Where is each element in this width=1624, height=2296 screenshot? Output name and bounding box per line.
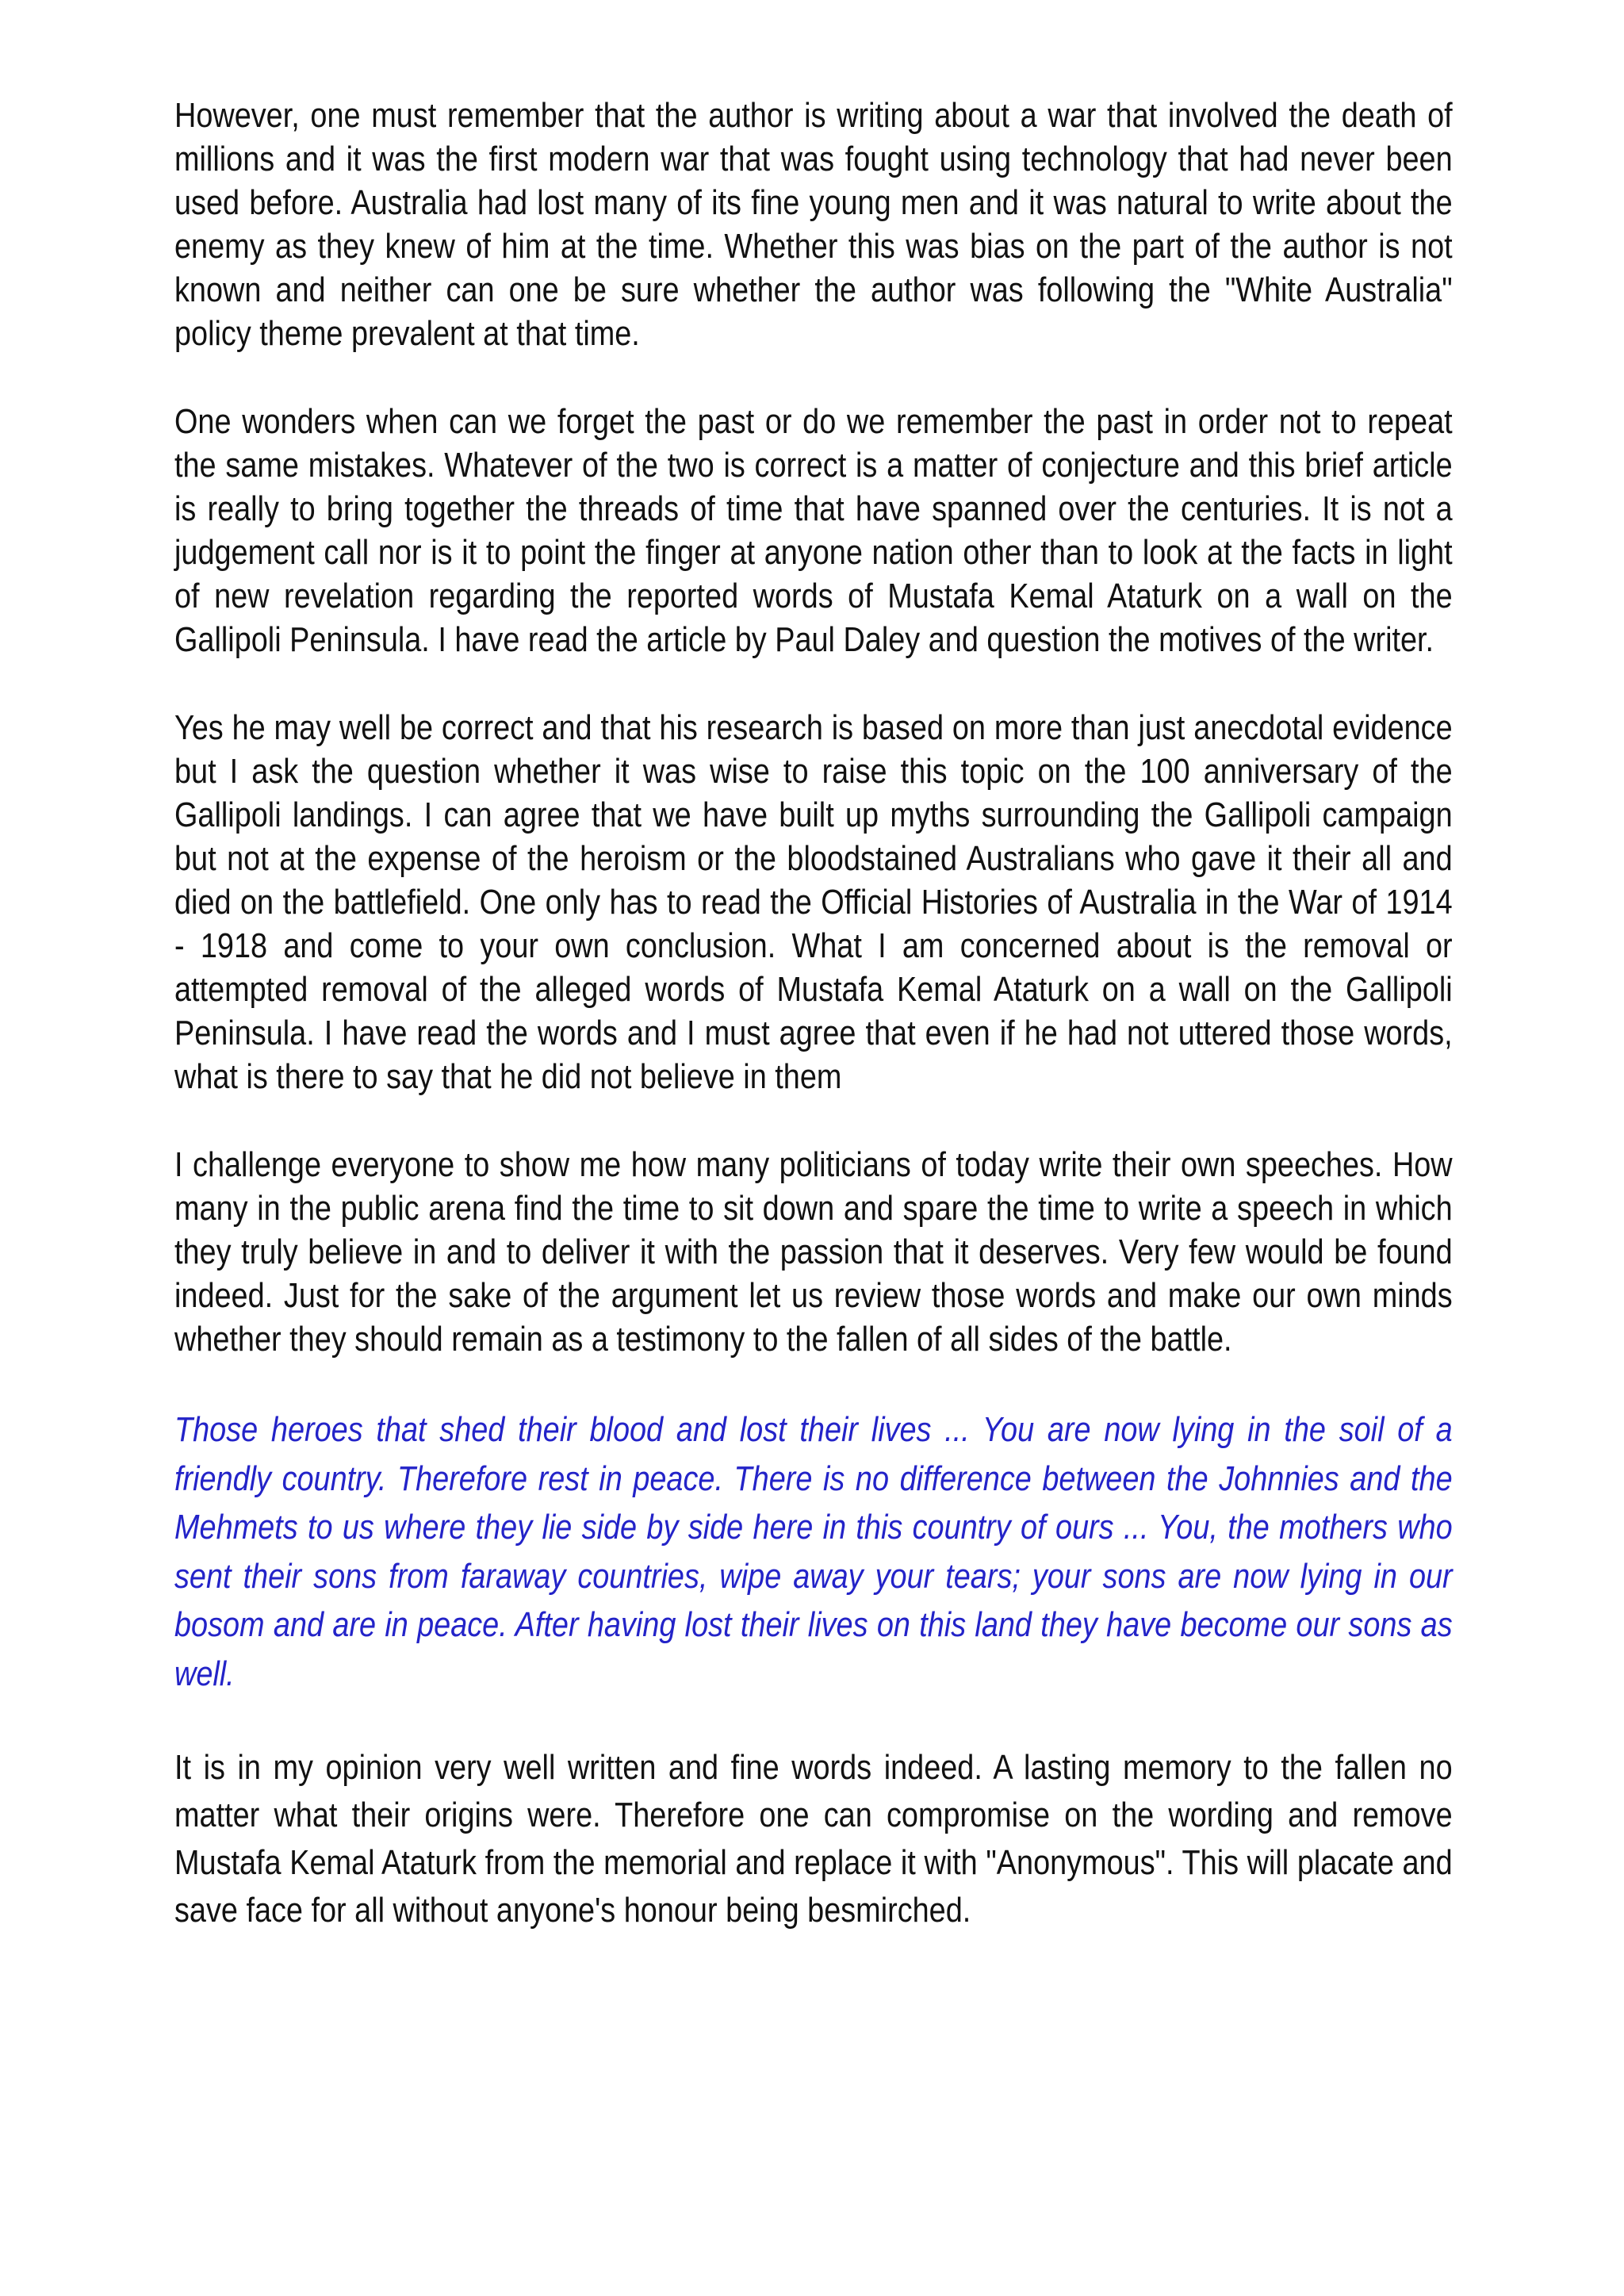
paragraph-war-context: However, one must remember that the author is writing about a war that involved the death of millions and it was the first modern war that was fought using technology that had never been used before. Australia had lost many of its fine young men and it was natural to write about the enemy as they knew of him at the time. Whether this was bias on the part of the author is not known and neither can one be sure whether the author was following the "White Australia" policy theme prevalent at that time.	[174, 96, 1453, 353]
paragraph-forget-the-past: One wonders when can we forget the past or do we remember the past in order not to repeat the same mistakes. Whatever of the two is correct is a matter of conjecture and this brief article is really to bring together the threads of time that have spanned over the centuries. It is not a judgement call nor is it to point the finger at anyone nation other than to look at the facts in light of new revelation regarding the reported words of Mustafa Kemal Ataturk on a wall on the Gallipoli Peninsula. I have read the article by Paul Daley and question the motives of the writer.	[174, 402, 1453, 659]
ataturk-quote: Those heroes that shed their blood and lost their lives ... You are now lying in the soil of a friendly country. Therefore rest in peace. There is no difference between the Johnnies and the Mehmets to us where they lie side by side here in this country of ours ... You, the mothers who sent their sons from faraway countries, wipe away your tears; your sons are now lying in our bosom and are in peace. After having lost their lives on this land they have become our sons as well.	[174, 1410, 1453, 1693]
paragraph-research-question: Yes he may well be correct and that his research is based on more than just anecdotal evidence but I ask the question whether it was wise to raise this topic on the 100 anniversary of the Gallipoli landings. I can agree that we have built up myths surrounding the Gallipoli campaign but not at the expense of the heroism or the bloodstained Australians who gave it their all and died on the battlefield. One only has to read the Official Histories of Australia in the War of 1914 - 1918 and come to your own conclusion. What I am concerned about is the removal or attempted removal of the alleged words of Mustafa Kemal Ataturk on a wall on the Gallipoli Peninsula. I have read the words and I must agree that even if he had not uttered those words, what is there to say that he did not believe in them	[174, 708, 1453, 1096]
paragraph-closing-opinion: It is in my opinion very well written and fine words indeed. A lasting memory to the fallen no matter what their origins were. Therefore one can compromise on the wording and remove Mustafa Kemal Ataturk from the memorial and replace it with "Anonymous". This will placate and save face for all without anyone's honour being besmirched.	[174, 1748, 1453, 1930]
document-body	[174, 94, 1453, 1979]
paragraph-politicians-speeches: I challenge everyone to show me how many politicians of today write their own speeches. How many in the public arena find the time to sit down and spare the time to write a speech in which they truly believe in and to deliver it with the passion that it deserves. Very few would be found indeed. Just for the sake of the argument let us review those words and make our own minds whether they should remain as a testimony to the fallen of all sides of the battle.	[174, 1145, 1453, 1359]
